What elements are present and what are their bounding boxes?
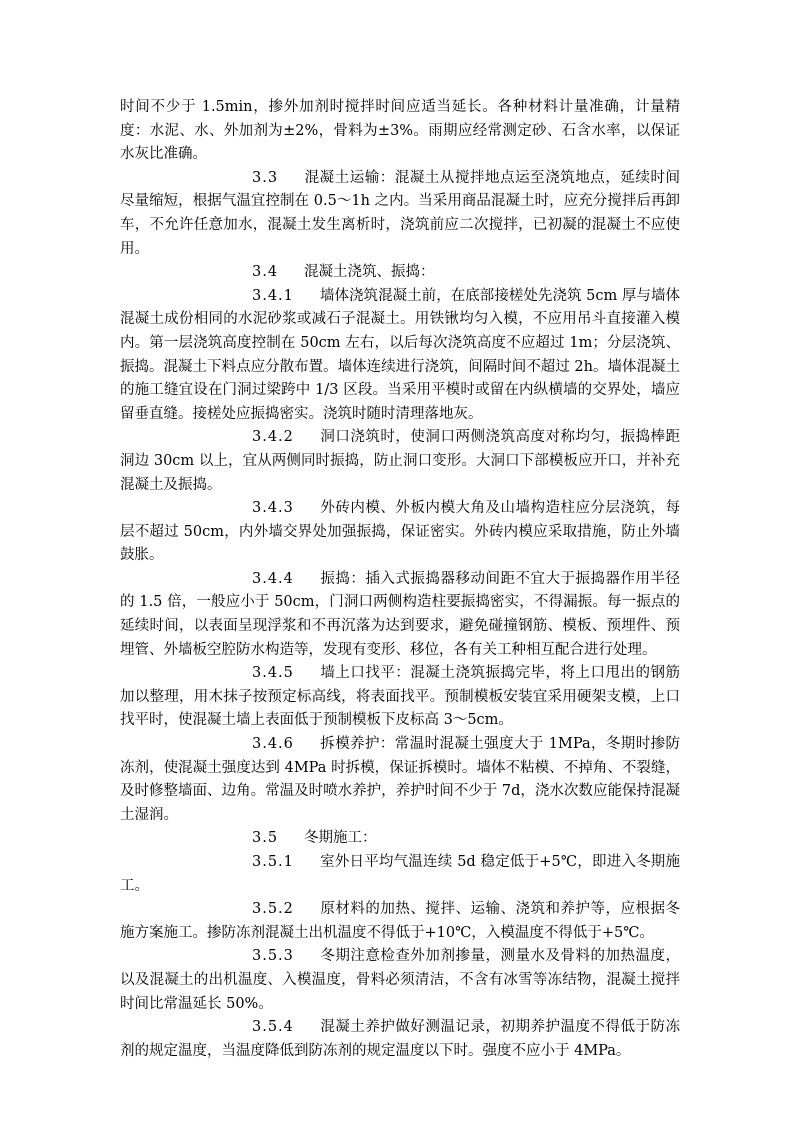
paragraph-0 [120, 96, 680, 167]
section-number: 3.4 [252, 264, 279, 281]
section-number: 3.4.2 [252, 429, 294, 446]
paragraph-3-4-3 [120, 497, 680, 568]
section-number: 3.5.3 [252, 948, 294, 965]
paragraph-3-4-1 [120, 285, 680, 427]
section-number: 3.3 [252, 169, 279, 186]
paragraph-3-5-3 [120, 945, 680, 1016]
paragraph-text: 原材料的加热、搅拌、运输、浇筑和养护等，应根据冬施方案施工。掺防冻剂混凝土出机温度不得低于+10℃，入模温度不得低于+5℃。 [120, 901, 680, 941]
paragraph-text: 洞口浇筑时，使洞口两侧浇筑高度对称均匀，振捣棒距洞边 30cm 以上，宜从两侧同时振捣，防止洞口变形。大洞口下部模板应开口，并补充混凝土及振捣。 [120, 429, 680, 493]
section-number: 3.4.4 [252, 570, 294, 587]
section-number: 3.5.4 [252, 1019, 294, 1036]
paragraph-3-4-6 [120, 733, 680, 827]
section-number: 3.4.1 [252, 287, 294, 304]
paragraph-text: 混凝土养护做好测温记录，初期养护温度不得低于防冻剂的规定温度，当温度降低到防冻剂的规定温度以下时。强度不应小于 4MPa。 [120, 1019, 680, 1059]
paragraph-3-4-4 [120, 568, 680, 662]
paragraph-3-4-2 [120, 426, 680, 497]
paragraph-3-5 [120, 827, 680, 851]
section-number: 3.5.2 [252, 901, 294, 918]
paragraph-text: 冬期注意检查外加剂掺量，测量水及骨料的加热温度，以及混凝土的出机温度、入模温度，骨料必须清洁，不含有冰雪等冻结物，混凝土搅拌时间比常温延长 50%。 [120, 948, 680, 1012]
paragraph-text: 振捣：插入式振捣器移动间距不宜大于振捣器作用半径的 1.5 倍，一般应小于 50cm，门洞口两侧构造柱要振捣密实，不得漏振。每一振点的延续时间，以表面呈现浮浆和不再沉落为达到要求，避免碰撞钢筋、模板、预埋件、预埋管、外墙板空腔防水构造等，发现有变形、移位，各有关工种相互配合进行处理。 [120, 570, 680, 658]
section-number: 3.5.1 [252, 854, 294, 870]
paragraph-3-4-5 [120, 662, 680, 733]
section-number: 3.4.3 [252, 500, 294, 517]
paragraph-text: 混凝土浇筑、振捣： [304, 264, 435, 281]
paragraph-text: 冬期施工： [304, 830, 377, 847]
section-number: 3.4.6 [252, 736, 294, 753]
paragraph-text: 拆模养护：常温时混凝土强度大于 1MPa，冬期时掺防冻剂，使混凝土强度达到 4MPa 时拆模，保证拆模时。墙体不粘模、不掉角、不裂缝，及时修整墙面、边角。常温及时喷水养护，养护时间不少于 7d，浇水次数应能保持混凝土湿润。 [120, 736, 680, 823]
paragraph-text: 外砖内模、外板内模大角及山墙构造柱应分层浇筑，每层不超过 50cm，内外墙交界处加强振捣，保证密实。外砖内模应采取措施，防止外墙鼓胀。 [120, 500, 680, 564]
section-number: 3.5 [252, 830, 279, 847]
paragraph-3-3 [120, 167, 680, 261]
paragraph-3-4 [120, 261, 680, 285]
paragraph-text: 墙体浇筑混凝土前，在底部接槎处先浇筑 5cm 厚与墙体混凝土成份相同的水泥砂浆或减石子混凝土。用铁锹均匀入模，不应用吊斗直接灌入模内。第一层浇筑高度控制在 50cm 左右，以后每次浇筑高度不应超过 1m；分层浇筑、振捣。混凝土下料点应分散布置。墙体连续进行浇筑，间隔时间不超过 2h。墙体混凝土的施工缝宜设在门洞过梁跨中 1/3 区段。当采用平模时或留在内纵横墙的交界处，墙应留垂直缝。接槎处应振捣密实。浇筑时随时清理落地灰。 [120, 287, 680, 422]
paragraph-text: 室外日平均气温连续 5d 稳定低于+5℃，即进入冬期施工。 [120, 854, 680, 894]
paragraph-text: 时间不少于 1.5min，掺外加剂时搅拌时间应适当延长。各种材料计量准确，计量精度：水泥、水、外加剂为±2%，骨料为±3%。雨期应经常测定砂、石含水率，以保证水灰比准确。 [120, 99, 680, 163]
paragraph-text: 墙上口找平：混凝土浇筑振捣完毕，将上口甩出的钢筋加以整理，用木抹子按预定标高线，将表面找平。预制模板安装宜采用硬架支模，上口找平时，使混凝土墙上表面低于预制模板下皮标高 3～5cm。 [120, 665, 680, 729]
section-number: 3.4.5 [252, 665, 294, 682]
paragraph-text: 混凝土运输：混凝土从搅拌地点运至浇筑地点，延续时间尽量缩短，根据气温宜控制在 0.5～1h 之内。当采用商品混凝土时，应充分搅拌后再卸车，不允许任意加水，混凝土发生离析时，浇筑前应二次搅拌，已初凝的混凝土不应使用。 [120, 169, 680, 257]
paragraph-3-5-4 [120, 1016, 680, 1063]
paragraph-3-5-2 [120, 898, 680, 945]
paragraph-3-5-1 [120, 851, 680, 898]
document-body [120, 96, 680, 1063]
